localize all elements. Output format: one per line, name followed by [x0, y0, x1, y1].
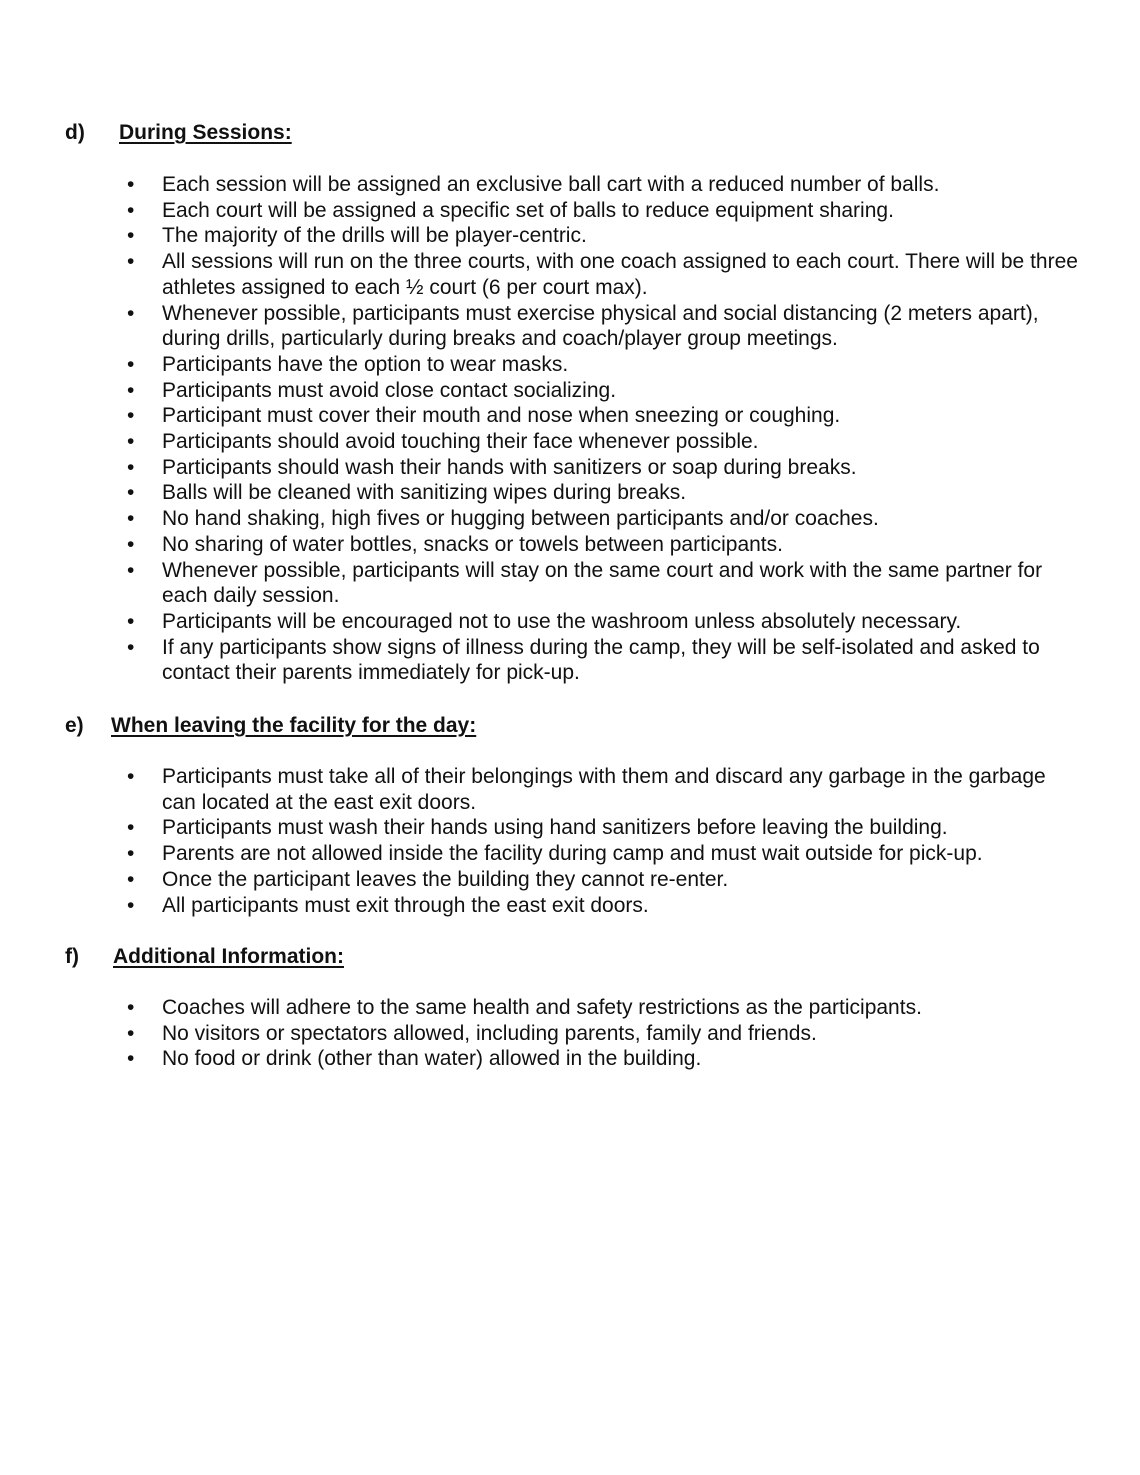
- list-item-text: Participant must cover their mouth and nose when sneezing or coughing.: [162, 404, 841, 428]
- list-item-text: All sessions will run on the three courts, with one coach assigned to each court. There will be three athletes assigned to each ½ court (6 per court max).: [162, 250, 1078, 299]
- list-item: [0, 172, 1082, 198]
- list-item-text: Participants will be encouraged not to use the washroom unless absolutely necessary.: [162, 609, 962, 633]
- section-additional-information: [0, 942, 1140, 1071]
- bullet-icon: •: [127, 765, 135, 788]
- bullet-icon: •: [127, 996, 135, 1019]
- list-item-text: Participants must take all of their belongings with them and discard any garbage in the garbage can located at the east exit doors.: [162, 765, 1046, 814]
- section-letter: d): [65, 121, 85, 144]
- bullet-list: [0, 172, 1140, 686]
- list-item: [0, 455, 1082, 481]
- list-item-text: Parents are not allowed inside the facility during camp and must wait outside for pick-up.: [162, 842, 983, 866]
- list-item-text: Coaches will adhere to the same health and safety restrictions as the participants.: [162, 996, 922, 1019]
- bullet-list: [0, 995, 1140, 1072]
- bullet-icon: •: [127, 893, 135, 917]
- bullet-icon: •: [127, 430, 135, 454]
- list-item-text: Participants should avoid touching their face whenever possible.: [162, 430, 759, 454]
- bullet-icon: •: [127, 609, 135, 633]
- list-item: [0, 352, 1082, 378]
- list-item: [0, 506, 1082, 532]
- section-heading: [0, 711, 1140, 741]
- list-item: [0, 635, 1082, 686]
- bullet-icon: •: [127, 635, 135, 659]
- bullet-icon: •: [127, 558, 135, 582]
- list-item: [0, 249, 1082, 300]
- bullet-icon: •: [127, 532, 135, 556]
- list-item: [0, 429, 1082, 455]
- list-item: [0, 609, 1082, 635]
- bullet-icon: •: [127, 378, 135, 402]
- list-item-text: The majority of the drills will be player-centric.: [162, 224, 587, 248]
- section-leaving-facility: [0, 711, 1140, 917]
- list-item: [0, 867, 1082, 893]
- list-item-text: Balls will be cleaned with sanitizing wipes during breaks.: [162, 481, 687, 505]
- list-item: [0, 893, 1082, 919]
- bullet-icon: •: [127, 842, 135, 866]
- list-item: [0, 558, 1082, 609]
- list-item: [0, 301, 1082, 352]
- list-item-text: No food or drink (other than water) allowed in the building.: [162, 1047, 702, 1071]
- bullet-icon: •: [127, 404, 135, 428]
- bullet-icon: •: [127, 224, 135, 248]
- bullet-icon: •: [127, 1047, 135, 1071]
- bullet-list: [0, 764, 1140, 918]
- bullet-icon: •: [127, 507, 135, 531]
- list-item-text: Whenever possible, participants will stay on the same court and work with the same partner for each daily session.: [162, 558, 1043, 608]
- list-item: [0, 532, 1082, 558]
- list-item: [0, 198, 1082, 224]
- list-item-text: Each session will be assigned an exclusive ball cart with a reduced number of balls.: [162, 173, 940, 196]
- list-item-text: Participants should wash their hands with sanitizers or soap during breaks.: [162, 455, 857, 479]
- list-item-text: Participants have the option to wear masks.: [162, 352, 569, 376]
- section-heading: [0, 942, 1140, 972]
- bullet-icon: •: [127, 301, 135, 325]
- list-item-text: No hand shaking, high fives or hugging between participants and/or coaches.: [162, 507, 879, 531]
- list-item-text: Whenever possible, participants must exercise physical and social distancing (2 meters apart), during drills, particularly during breaks and coach/player group meetings.: [162, 301, 1039, 351]
- section-during-sessions: [0, 118, 1140, 685]
- bullet-icon: •: [127, 816, 135, 840]
- list-item-text: No sharing of water bottles, snacks or towels between participants.: [162, 532, 783, 556]
- list-item: [0, 1021, 1082, 1047]
- list-item-text: If any participants show signs of illness during the camp, they will be self-isolated and asked to contact their parents immediately for pick-up.: [162, 635, 1040, 685]
- list-item: [0, 378, 1082, 404]
- list-item-text: Once the participant leaves the building they cannot re-enter.: [162, 867, 729, 891]
- section-title: During Sessions:: [119, 121, 292, 144]
- section-heading: [0, 118, 1140, 148]
- list-item: [0, 480, 1082, 506]
- bullet-icon: •: [127, 867, 135, 891]
- bullet-icon: •: [127, 250, 135, 274]
- bullet-icon: •: [127, 455, 135, 479]
- section-letter: e): [65, 714, 84, 737]
- section-title: When leaving the facility for the day:: [111, 714, 477, 737]
- bullet-icon: •: [127, 173, 135, 196]
- list-item-text: Each court will be assigned a specific set of balls to reduce equipment sharing.: [162, 198, 894, 222]
- list-item: [0, 995, 1082, 1021]
- list-item-text: Participants must avoid close contact socializing.: [162, 378, 617, 402]
- list-item: [0, 223, 1082, 249]
- bullet-icon: •: [127, 1021, 135, 1045]
- list-item: [0, 841, 1082, 867]
- list-item: [0, 764, 1082, 815]
- list-item: [0, 1046, 1082, 1072]
- bullet-icon: •: [127, 352, 135, 376]
- list-item: [0, 403, 1082, 429]
- list-item-text: All participants must exit through the east exit doors.: [162, 893, 649, 917]
- bullet-icon: •: [127, 198, 135, 222]
- section-letter: f): [65, 945, 79, 968]
- list-item-text: No visitors or spectators allowed, including parents, family and friends.: [162, 1021, 817, 1045]
- section-title: Additional Information:: [113, 945, 344, 968]
- list-item-text: Participants must wash their hands using hand sanitizers before leaving the building.: [162, 816, 948, 840]
- list-item: [0, 815, 1082, 841]
- bullet-icon: •: [127, 481, 135, 505]
